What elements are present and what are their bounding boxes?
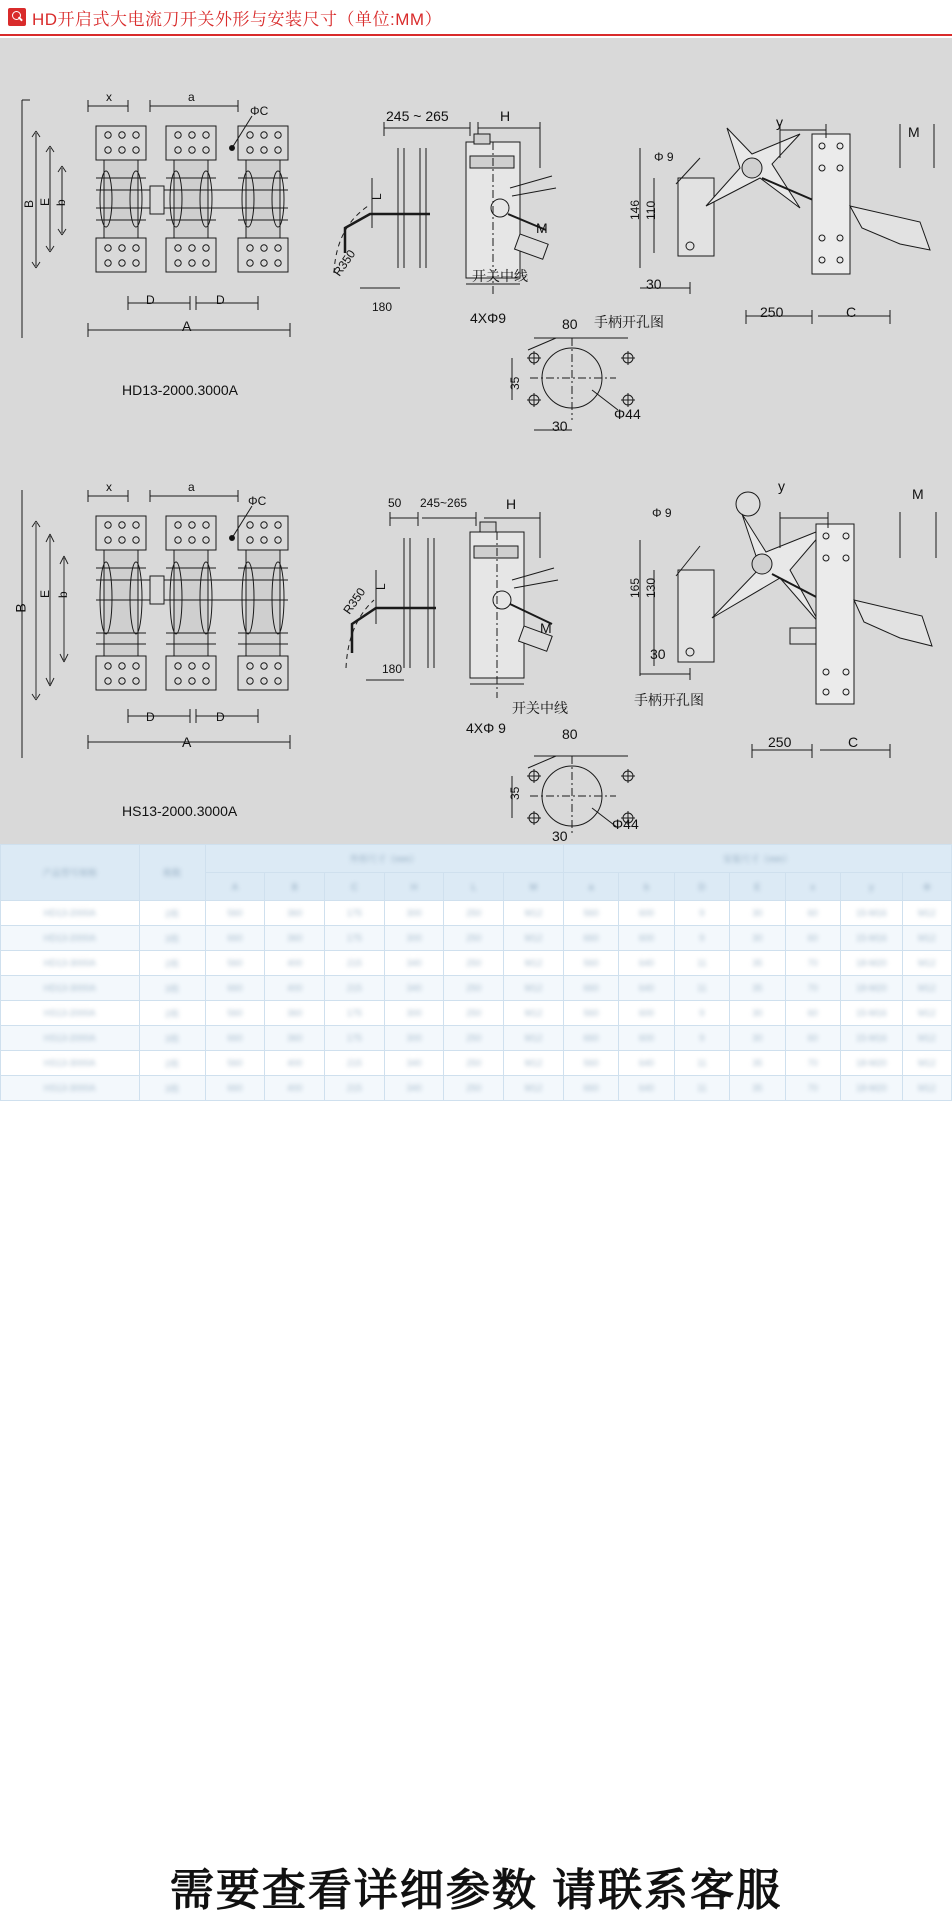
cell-value: 250	[444, 1076, 504, 1101]
cell-value: 11	[674, 951, 729, 976]
cell-model: HS13-3000A	[1, 1051, 140, 1076]
cell-value: M12	[902, 901, 951, 926]
cell-value: M12	[902, 1026, 951, 1051]
cell-value: 11	[674, 1051, 729, 1076]
th-model: 产品型号规格	[1, 845, 140, 901]
label-bot-C: C	[848, 734, 859, 750]
cell-value: 70	[785, 1051, 840, 1076]
cell-value: 640	[619, 951, 674, 976]
cell-value: 560	[205, 901, 265, 926]
label-bot-130: 130	[644, 577, 658, 598]
table-row	[1, 1076, 952, 1101]
th-y: y	[840, 873, 902, 901]
cell-value: 600	[619, 926, 674, 951]
cell-value: 15-M16	[840, 901, 902, 926]
cell-poles: 3极	[139, 1076, 205, 1101]
cell-value: 35	[730, 1076, 785, 1101]
cell-value: 70	[785, 1076, 840, 1101]
label-top-R350: R350	[330, 247, 359, 279]
cell-model: HD13-3000A	[1, 951, 140, 976]
cell-value: 11	[674, 976, 729, 1001]
cell-poles: 3极	[139, 976, 205, 1001]
cell-value: 400	[265, 976, 325, 1001]
cell-value: M12	[504, 901, 564, 926]
cell-value: 30	[730, 926, 785, 951]
label-bot-phi9: Φ 9	[652, 506, 672, 520]
cell-value: M12	[504, 926, 564, 951]
label-top-30b: 30	[646, 276, 662, 292]
cell-value: M12	[902, 976, 951, 1001]
label-top-y: y	[776, 114, 783, 130]
label-top-handle-hole-title: 手柄开孔图	[594, 314, 664, 330]
cell-value: M12	[504, 1051, 564, 1076]
label-bot-A: A	[182, 734, 192, 750]
cell-value: 250	[444, 1051, 504, 1076]
label-top-245-265: 245 ~ 265	[386, 108, 449, 124]
table-row	[1, 1051, 952, 1076]
th-L: L	[444, 873, 504, 901]
cell-value: 175	[325, 1001, 385, 1026]
label-bot-180: 180	[382, 662, 403, 676]
th-x: x	[785, 873, 840, 901]
cell-value: 60	[785, 1026, 840, 1051]
label-bot-M: M	[540, 620, 552, 636]
cell-value: 250	[444, 1001, 504, 1026]
cell-value: 250	[444, 1026, 504, 1051]
label-bot-handle-hole-title: 手柄开孔图	[634, 692, 704, 708]
th-H: H	[384, 873, 444, 901]
cell-poles: 2极	[139, 1001, 205, 1026]
cell-poles: 3极	[139, 1026, 205, 1051]
label-top-a: a	[188, 90, 195, 104]
cell-value: 300	[384, 926, 444, 951]
cell-value: 360	[265, 926, 325, 951]
cell-value: 660	[563, 1076, 618, 1101]
cell-value: 560	[205, 1051, 265, 1076]
cell-value: M12	[504, 1026, 564, 1051]
label-top-35: 35	[508, 376, 522, 390]
cell-poles: 2极	[139, 951, 205, 976]
label-top-M2: M	[908, 124, 920, 140]
cell-value: 30	[730, 1001, 785, 1026]
th-a: a	[563, 873, 618, 901]
table-row	[1, 1026, 952, 1051]
label-top-250: 250	[760, 304, 784, 320]
cell-value: 9	[674, 901, 729, 926]
label-top-H: H	[500, 108, 511, 124]
cell-value: 360	[265, 1001, 325, 1026]
label-bot-D2: D	[216, 710, 225, 724]
cell-value: 18-M20	[840, 951, 902, 976]
label-top-B: B	[22, 199, 36, 208]
label-top-L: L	[370, 193, 384, 200]
label-top-4xphi9: 4XΦ9	[470, 310, 507, 326]
cell-value: M12	[902, 926, 951, 951]
label-top-C: C	[846, 304, 857, 320]
label-top-phic: ΦC	[250, 104, 269, 118]
cell-model: HS13-2000A	[1, 1001, 140, 1026]
th-E: E	[730, 873, 785, 901]
th-b: b	[619, 873, 674, 901]
label-bot-R350: R350	[340, 585, 369, 617]
cell-value: 340	[384, 951, 444, 976]
cell-value: 70	[785, 976, 840, 1001]
cell-value: 9	[674, 1001, 729, 1026]
label-bot-L: L	[374, 583, 388, 590]
cell-value: 175	[325, 926, 385, 951]
cell-value: 18-M20	[840, 976, 902, 1001]
cell-value: 35	[730, 951, 785, 976]
table-row	[1, 976, 952, 1001]
label-bot-250: 250	[768, 734, 792, 750]
cell-poles: 2极	[139, 901, 205, 926]
caption-bottom-model: HS13-2000.3000A	[122, 803, 238, 819]
cell-value: 9	[674, 1026, 729, 1051]
cell-value: 250	[444, 951, 504, 976]
cell-value: 560	[563, 951, 618, 976]
cell-value: 35	[730, 1051, 785, 1076]
cell-model: HS13-2000A	[1, 1026, 140, 1051]
cell-value: 640	[619, 1076, 674, 1101]
table-header-row-1	[1, 845, 952, 873]
cell-value: 215	[325, 1051, 385, 1076]
cell-value: 300	[384, 1026, 444, 1051]
label-bot-30b: 30	[650, 646, 666, 662]
cell-value: 215	[325, 976, 385, 1001]
cell-value: 300	[384, 1001, 444, 1026]
th-D: D	[674, 873, 729, 901]
cell-value: 250	[444, 926, 504, 951]
label-top-180: 180	[372, 300, 393, 314]
cell-value: M12	[504, 976, 564, 1001]
cell-value: 18-M20	[840, 1076, 902, 1101]
table-row	[1, 926, 952, 951]
cell-poles: 2极	[139, 1051, 205, 1076]
label-top-30: 30	[552, 418, 568, 434]
cell-value: 30	[730, 901, 785, 926]
label-bot-M2: M	[912, 486, 924, 502]
label-bot-80: 80	[562, 726, 578, 742]
cell-value: M12	[902, 1076, 951, 1101]
label-top-centerline: 开关中线	[472, 268, 528, 284]
cell-value: 560	[205, 1001, 265, 1026]
cell-value: 660	[205, 976, 265, 1001]
cell-model: HD13-2000A	[1, 926, 140, 951]
cell-value: 660	[563, 926, 618, 951]
cell-value: M12	[504, 951, 564, 976]
cell-value: 340	[384, 1051, 444, 1076]
label-top-M: M	[536, 220, 548, 236]
th-phi: Φ	[902, 873, 951, 901]
cell-value: 175	[325, 901, 385, 926]
label-bot-phic: ΦC	[248, 494, 267, 508]
label-top-phi9: Φ 9	[654, 150, 674, 164]
cell-value: 250	[444, 976, 504, 1001]
label-bot-x: x	[106, 480, 112, 494]
cell-value: 560	[563, 1051, 618, 1076]
cell-value: 660	[205, 1076, 265, 1101]
cell-value: 560	[563, 901, 618, 926]
cell-value: 215	[325, 951, 385, 976]
table-row	[1, 951, 952, 976]
cell-model: HD13-3000A	[1, 976, 140, 1001]
cell-value: 400	[265, 1051, 325, 1076]
search-badge-icon	[8, 8, 26, 26]
label-bot-B: B	[12, 603, 29, 613]
cell-value: 360	[265, 1026, 325, 1051]
th-poles: 极数	[139, 845, 205, 901]
cell-value: M12	[504, 1076, 564, 1101]
th-mounting-dims: 安装尺寸（mm）	[563, 845, 951, 873]
cell-value: 560	[563, 1001, 618, 1026]
cell-value: M12	[902, 1051, 951, 1076]
cell-value: 560	[205, 951, 265, 976]
table-body	[1, 901, 952, 1101]
label-bot-245-265: 245~265	[420, 496, 468, 510]
label-top-phi44: Φ44	[614, 406, 641, 422]
cell-value: 400	[265, 951, 325, 976]
cell-value: 600	[619, 1026, 674, 1051]
cell-value: M12	[902, 1001, 951, 1026]
bottom-diagram-svg	[0, 428, 952, 828]
caption-top-model: HD13-2000.3000A	[122, 382, 238, 398]
cell-value: 15-M16	[840, 1026, 902, 1051]
th-C: C	[325, 873, 385, 901]
cell-value: 15-M16	[840, 1001, 902, 1026]
cell-value: 70	[785, 951, 840, 976]
cell-value: 9	[674, 926, 729, 951]
label-bot-y: y	[778, 478, 785, 494]
spec-table	[0, 844, 952, 1101]
cell-poles: 3极	[139, 926, 205, 951]
cell-value: 600	[619, 1001, 674, 1026]
cell-value: 360	[265, 901, 325, 926]
label-bot-D1: D	[146, 710, 155, 724]
label-bot-4xphi9: 4XΦ 9	[466, 720, 506, 736]
technical-drawing-area	[0, 38, 952, 844]
label-top-A: A	[182, 318, 192, 334]
cell-value: 340	[384, 976, 444, 1001]
top-diagram-svg	[0, 38, 952, 438]
cell-value: 60	[785, 901, 840, 926]
cell-value: 340	[384, 1076, 444, 1101]
cell-value: 660	[205, 926, 265, 951]
label-top-b: b	[54, 199, 68, 206]
th-A: A	[205, 873, 265, 901]
cell-value: 250	[444, 901, 504, 926]
label-bot-30: 30	[552, 828, 568, 844]
label-bot-H: H	[506, 496, 517, 512]
page-title: HD开启式大电流刀开关外形与安装尺寸（单位:MM）	[32, 9, 443, 29]
cell-value: 15-M16	[840, 926, 902, 951]
spec-table-area	[0, 844, 952, 1915]
cell-value: 600	[619, 901, 674, 926]
cell-value: 660	[563, 1026, 618, 1051]
cell-value: M12	[504, 1001, 564, 1026]
label-top-E: E	[38, 197, 52, 206]
cell-value: 60	[785, 926, 840, 951]
cell-value: 300	[384, 901, 444, 926]
label-bot-E: E	[38, 589, 52, 598]
cell-value: 640	[619, 976, 674, 1001]
label-bot-a: a	[188, 480, 195, 494]
label-top-D1: D	[146, 293, 155, 307]
cell-value: 660	[563, 976, 618, 1001]
label-bot-centerline: 开关中线	[512, 700, 568, 716]
cell-value: 18-M20	[840, 1051, 902, 1076]
label-bot-phi44: Φ44	[612, 816, 639, 832]
cell-value: M12	[902, 951, 951, 976]
th-M: M	[504, 873, 564, 901]
cell-value: 60	[785, 1001, 840, 1026]
contact-service-overlay: 需要查看详细参数 请联系客服	[169, 1866, 783, 1915]
cell-value: 660	[205, 1026, 265, 1051]
th-B: B	[265, 873, 325, 901]
page-header	[0, 0, 952, 36]
cell-value: 175	[325, 1026, 385, 1051]
cell-value: 400	[265, 1076, 325, 1101]
label-top-x: x	[106, 90, 112, 104]
cell-model: HS13-3000A	[1, 1076, 140, 1101]
cell-value: 35	[730, 976, 785, 1001]
label-bot-b: b	[56, 591, 70, 598]
label-top-D2: D	[216, 293, 225, 307]
table-row	[1, 901, 952, 926]
cell-model: HD13-2000A	[1, 901, 140, 926]
label-top-110: 110	[644, 200, 658, 220]
cell-value: 640	[619, 1051, 674, 1076]
table-row	[1, 1001, 952, 1026]
label-bot-50: 50	[388, 496, 402, 510]
label-top-80: 80	[562, 316, 578, 332]
th-outline-dims: 外形尺寸（mm）	[205, 845, 563, 873]
label-bot-35: 35	[508, 786, 522, 800]
label-bot-165: 165	[628, 577, 642, 598]
label-top-146: 146	[628, 199, 642, 220]
cell-value: 215	[325, 1076, 385, 1101]
cell-value: 30	[730, 1026, 785, 1051]
cell-value: 11	[674, 1076, 729, 1101]
